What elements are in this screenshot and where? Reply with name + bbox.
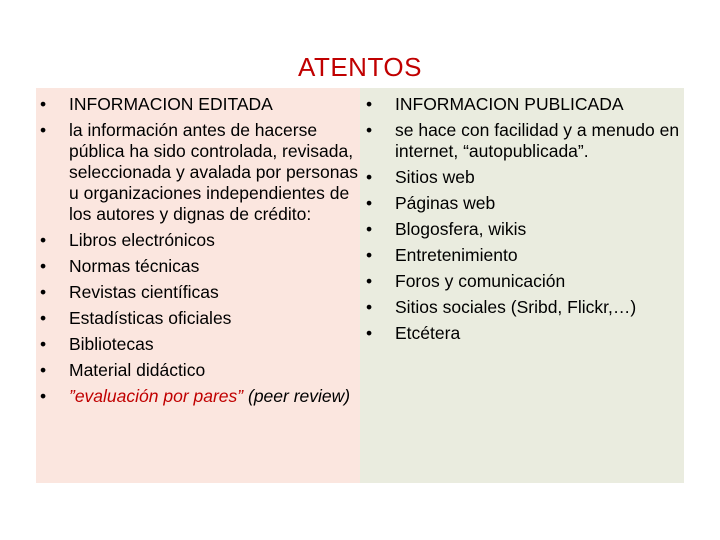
edited-item: • Bibliotecas — [69, 334, 360, 355]
published-info-list — [360, 94, 684, 349]
edited-info-panel — [36, 88, 360, 483]
edited-item: • Normas técnicas — [69, 256, 360, 277]
published-info-panel — [360, 88, 684, 483]
published-item: • Blogosfera, wikis — [395, 219, 684, 240]
published-item: • Sitios sociales (Sribd, Flickr,…) — [395, 297, 684, 318]
peer-review-label: ”evaluación por pares” — [69, 386, 244, 406]
edited-item: • Revistas científicas — [69, 282, 360, 303]
edited-item: • Libros electrónicos — [69, 230, 360, 251]
published-item: • Sitios web — [395, 167, 684, 188]
edited-item: • Estadísticas oficiales — [69, 308, 360, 329]
published-description: • se hace con facilidad y a menudo en internet, “autopublicada”. — [395, 120, 684, 162]
edited-item-peer-review — [69, 386, 360, 407]
edited-item: • Material didáctico — [69, 360, 360, 381]
published-item: • Etcétera — [395, 323, 684, 344]
published-heading: • INFORMACION PUBLICADA — [395, 94, 684, 115]
published-item: • Entretenimiento — [395, 245, 684, 266]
published-item: • Páginas web — [395, 193, 684, 214]
edited-description: • la información antes de hacerse pública ha sido controlada, revisada, seleccionada y avalada por personas u organizaciones independientes de los autores y dignas de crédito: — [69, 120, 360, 225]
published-item: • Foros y comunicación — [395, 271, 684, 292]
edited-heading: • INFORMACION EDITADA — [69, 94, 360, 115]
edited-info-list — [36, 94, 360, 412]
peer-review-note: (peer review) — [243, 386, 351, 406]
page-title: ATENTOS — [298, 52, 422, 82]
